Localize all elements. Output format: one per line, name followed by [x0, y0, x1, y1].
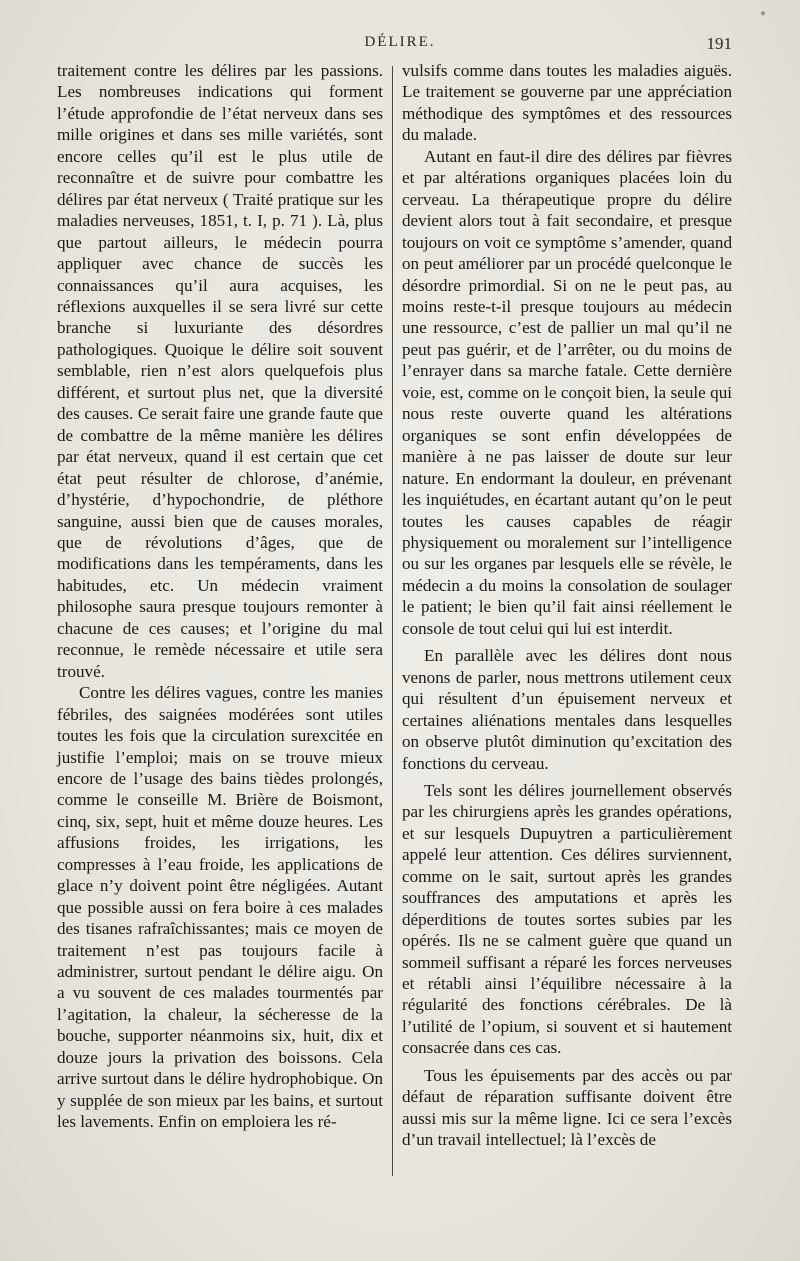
page-number: 191: [706, 34, 732, 53]
column-divider: [392, 66, 393, 1176]
right-paragraph-4: Tels sont les délires journellement observés par les chirurgiens après les grandes opérations, et sur lesquels Dupuytren a particulièrement appelé leur attention. Ces délires surviennent, comme on le sait, surtout après les grandes souffrances des amputations et après les déperditions de toutes sortes subies par les opérés. Ils ne se calment guère que quand un sommeil suffisant a réparé les forces nerveuses et rétabli ainsi l’équilibre nécessaire à la régularité des fonctions cérébrales. De là l’utilité de l’opium, si souvent et si hautement consacrée dans ces cas.: [402, 780, 732, 1058]
page-header: [0, 34, 800, 58]
right-column: [402, 60, 732, 1151]
left-column: [57, 60, 383, 1133]
right-paragraph-2: Autant en faut-il dire des délires par fièvres et par altérations organiques placées loin du cerveau. La thérapeutique propre du délire devient alors tout à fait secondaire, et presque toujours on voit ce symptôme s’amender, quand on peut améliorer par un procédé quelconque le désordre primordial. Si on ne le peut pas, au moins reste-t-il presque toujours au médecin une ressource, c’est de pallier un mal qu’il ne peut pas guérir, et de l’arrêter, ou du moins de l’enrayer dans sa marche fatale. Cette dernière voie, est, comme on le conçoit bien, la seule qui nous reste ouverte quand les altérations organiques se sont enfin développées de manière à ne pas laisser de doute sur leur nature. En endormant la douleur, en prévenant les inquiétudes, en écartant autant qu’on le peut toutes les causes capables de réagir physiquement ou moralement sur l’intelligence ou sur les organes par lesquels elle se révèle, le médecin a du moins la consolation de soulager le patient; le bien qu’il fait ainsi réellement le console de tout celui qui lui est interdit.: [402, 146, 732, 638]
ink-speck: ●: [760, 8, 767, 19]
left-paragraph-2: Contre les délires vagues, contre les manies fébriles, des saignées modérées sont utiles toutes les fois que la circulation surexcitée en justifie l’emploi; mais on se trouve mieux encore de l’usage des bains tièdes prolongés, comme le conseille M. Brière de Boismont, cinq, six, sept, huit et même douze heures. Les affusions froides, les irrigations, les compresses à l’eau froide, les applications de glace n’y doivent point être négligées. Autant que possible aussi on fera boire à ces malades des tisanes rafraîchissantes; mais ce moyen de traitement n’est pas toujours facile à administrer, surtout pendant le délire aigu. On a vu souvent de ces malades tourmentés par l’agitation, la chaleur, la sécheresse de la bouche, supporter néanmoins six, huit, dix et douze jours la privation des boissons. Cela arrive surtout dans le délire hydrophobique. On y supplée de son mieux par les bains, et surtout les lavements. Enfin on emploiera les ré-: [57, 683, 383, 1132]
right-paragraph-5: Tous les épuisements par des accès ou par défaut de réparation suffisante doivent être aussi mis sur la même ligne. Ici ce sera l’excès d’un travail intellectuel; là l’excès de: [402, 1065, 732, 1150]
right-paragraph-1: vulsifs comme dans toutes les maladies aiguës. Le traitement se gouverne par une appréciation méthodique des symptômes et des ressources du malade.: [402, 61, 732, 145]
running-head: DÉLIRE.: [364, 34, 436, 50]
right-paragraph-3: En parallèle avec les délires dont nous venons de parler, nous mettrons utilement ceux qui résultent d’un épuisement nerveux et certaines aliénations mentales dans lesquelles on observe plutôt diminution qu’excitation des fonctions du cerveau.: [402, 646, 732, 773]
left-paragraph-1: traitement contre les délires par les passions. Les nombreuses indications qui forment l’étude approfondie de l’état nerveux dans ses mille origines et dans ses mille variétés, sont encore celles qu’il est le plus utile de reconnaître et de suivre pour combattre les délires par état nerveux ( Traité pratique sur les maladies nerveuses, 1851, t. I, p. 71 ). Là, plus que partout ailleurs, le médecin pourra appliquer avec chance de succès les connaissances qu’il aura acquises, les réflexions auxquelles il se sera livré sur cette branche si luxuriante des désordres pathologiques. Quoique le délire soit souvent semblable, rien n’est alors quelquefois plus différent, et surtout plus net, que la diversité des causes. Ce serait faire une grande faute que de combattre de la même manière les délires par état nerveux, quand il est certain que cet état peut résulter de chlorose, d’anémie, d’hystérie, d’hypochondrie, de pléthore sanguine, aussi bien que de causes morales, que de révolutions d’âges, que de modifications dans les tempéraments, dans les habitudes, etc. Un médecin vraiment philosophe saura presque toujours remonter à chacune de ces causes; et l’origine du mal reconnue, le remède nécessaire et utile sera trouvé.: [57, 61, 383, 681]
